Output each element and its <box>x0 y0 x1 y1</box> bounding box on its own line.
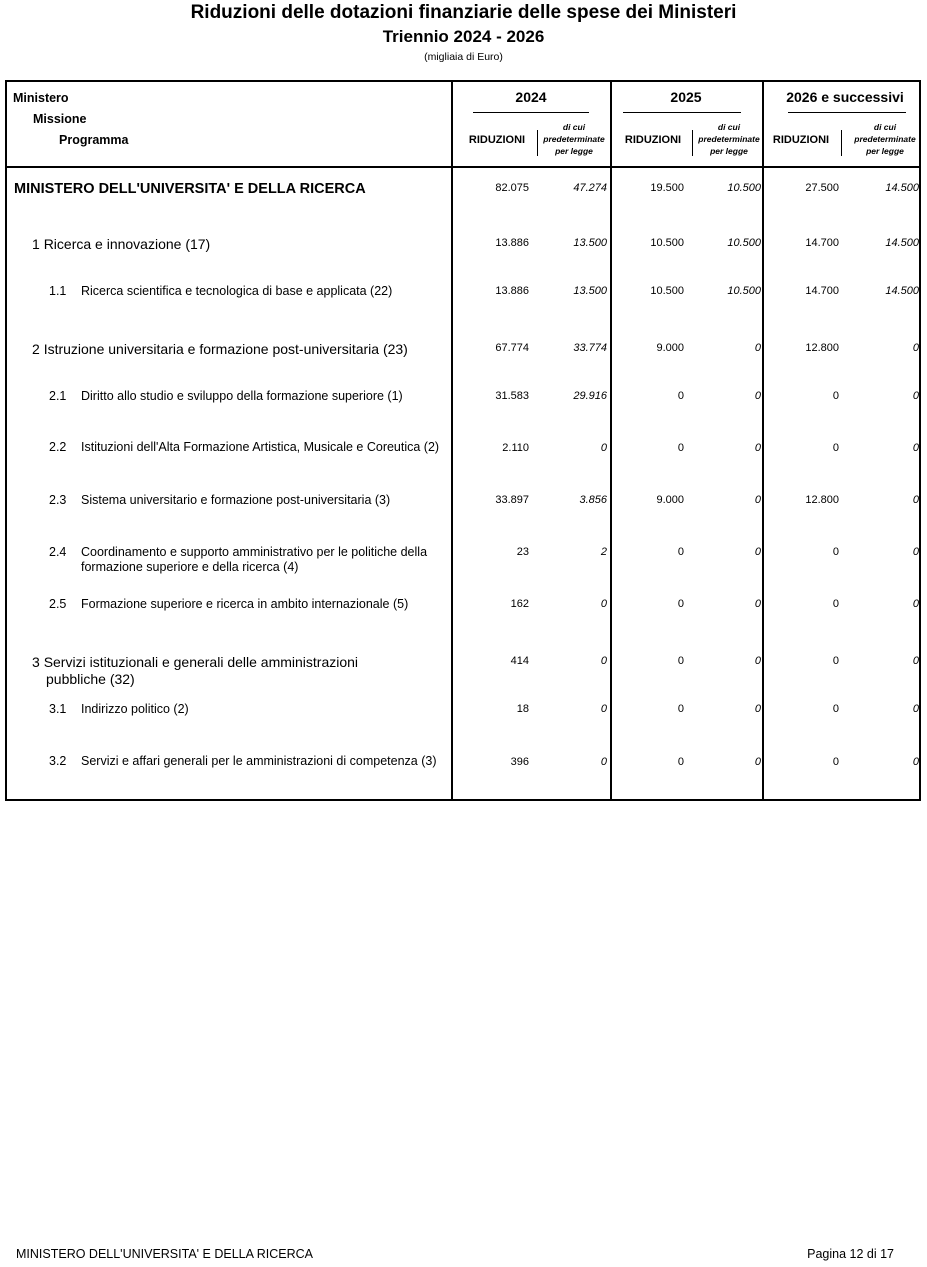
programma-code: 2.1 <box>49 389 67 403</box>
predeterminate-2025-header: di cui predeterminate per legge <box>698 122 760 156</box>
programma-row-label: Coordinamento e supporto amministrativo per le politiche della <box>81 545 428 559</box>
cell-r2024: 13.886 <box>495 237 529 249</box>
programma-row-label: Diritto allo studio e sviluppo della formazione superiore (1) <box>81 389 403 403</box>
cell-r2025: 0 <box>677 703 684 715</box>
cell-p2026: 0 <box>912 546 919 558</box>
riduzioni-2025-header: RIDUZIONI <box>624 134 682 146</box>
programma-code: 3.2 <box>49 754 67 768</box>
cell-r2024: 82.075 <box>495 182 529 194</box>
cell-r2026: 0 <box>832 655 839 667</box>
cell-p2024: 13.500 <box>573 237 607 249</box>
cell-p2025: 0 <box>754 442 761 454</box>
riduzioni-2024-header: RIDUZIONI <box>468 134 526 146</box>
cell-p2026: 14.500 <box>885 182 919 194</box>
programma-code: 3.1 <box>49 702 67 716</box>
cell-p2025: 0 <box>754 655 761 667</box>
cell-p2026: 0 <box>912 598 919 610</box>
cell-p2024: 0 <box>600 598 607 610</box>
cell-r2024: 162 <box>510 598 529 610</box>
cell-r2024: 2.110 <box>502 442 529 454</box>
cell-p2025: 0 <box>754 342 761 354</box>
year-2024-underline <box>473 112 589 113</box>
cell-r2026: 27.500 <box>805 182 839 194</box>
cell-r2026: 0 <box>832 703 839 715</box>
missione-row-label: 1 Ricerca e innovazione (17) <box>32 236 211 252</box>
cell-r2026: 0 <box>832 390 839 402</box>
programma-row-label: Formazione superiore e ricerca in ambito internazionale (5) <box>81 597 409 611</box>
cell-r2025: 0 <box>677 655 684 667</box>
cell-p2026: 0 <box>912 390 919 402</box>
cell-r2025: 10.500 <box>650 237 684 249</box>
footer-page-number: Pagina 12 di 17 <box>807 1247 894 1261</box>
cell-p2026: 0 <box>912 494 919 506</box>
cell-r2024: 23 <box>516 546 529 558</box>
programma-row-label: Sistema universitario e formazione post-universitaria (3) <box>81 493 391 507</box>
programma-row-label-line2: formazione superiore e della ricerca (4) <box>81 560 299 574</box>
cell-p2025: 0 <box>754 703 761 715</box>
year-2025-underline <box>623 112 741 113</box>
programma-row-label: Indirizzo politico (2) <box>81 702 189 716</box>
header-ministero: Ministero <box>13 91 69 105</box>
programma-code: 2.4 <box>49 545 67 559</box>
cell-r2025: 0 <box>677 756 684 768</box>
cell-p2024: 0 <box>600 442 607 454</box>
cell-p2025: 0 <box>754 390 761 402</box>
cell-r2024: 13.886 <box>495 285 529 297</box>
programma-code: 2.3 <box>49 493 67 507</box>
year-2025-header: 2025 <box>670 89 702 105</box>
cell-p2024: 3.856 <box>579 494 607 506</box>
cell-r2026: 0 <box>832 442 839 454</box>
cell-r2026: 12.800 <box>805 342 839 354</box>
cell-p2026: 14.500 <box>885 237 919 249</box>
cell-p2025: 0 <box>754 756 761 768</box>
cell-p2024: 47.274 <box>573 182 607 194</box>
programma-code: 2.5 <box>49 597 67 611</box>
page-title: Riduzioni delle dotazioni finanziarie delle spese dei Ministeri <box>190 2 737 23</box>
cell-p2026: 0 <box>912 342 919 354</box>
cell-r2025: 9.000 <box>656 494 684 506</box>
cell-r2024: 414 <box>510 655 529 667</box>
year-2026-header: 2026 e successivi <box>786 89 904 105</box>
cell-r2026: 0 <box>832 756 839 768</box>
footer-ministry: MINISTERO DELL'UNIVERSITA' E DELLA RICERCA <box>16 1247 313 1261</box>
cell-p2024: 0 <box>600 756 607 768</box>
cell-r2025: 9.000 <box>656 342 684 354</box>
cell-r2026: 0 <box>832 546 839 558</box>
cell-p2025: 0 <box>754 598 761 610</box>
cell-r2026: 14.700 <box>805 237 839 249</box>
year-2026-underline <box>788 112 906 113</box>
cell-r2024: 33.897 <box>495 494 529 506</box>
cell-p2025: 10.500 <box>727 237 761 249</box>
cell-r2024: 396 <box>510 756 529 768</box>
cell-r2026: 14.700 <box>805 285 839 297</box>
header-missione: Missione <box>33 112 87 126</box>
cell-p2025: 0 <box>754 546 761 558</box>
riduzioni-2026-header: RIDUZIONI <box>772 134 830 146</box>
cell-p2025: 0 <box>754 494 761 506</box>
programma-row-label: Servizi e affari generali per le amministrazioni di competenza (3) <box>81 754 437 768</box>
cell-p2025: 10.500 <box>727 182 761 194</box>
cell-r2025: 19.500 <box>650 182 684 194</box>
cell-p2026: 0 <box>912 442 919 454</box>
cell-p2026: 14.500 <box>885 285 919 297</box>
cell-p2024: 13.500 <box>573 285 607 297</box>
ministero-row-label: MINISTERO DELL'UNIVERSITA' E DELLA RICERCA <box>14 181 366 197</box>
sub-sep-2026 <box>841 130 842 156</box>
missione-row-label-line2: pubbliche (32) <box>46 671 135 687</box>
cell-r2025: 10.500 <box>650 285 684 297</box>
programma-row-label: Ricerca scientifica e tecnologica di base e applicata (22) <box>81 284 393 298</box>
cell-p2024: 2 <box>600 546 607 558</box>
cell-p2026: 0 <box>912 703 919 715</box>
cell-r2025: 0 <box>677 598 684 610</box>
cell-p2024: 33.774 <box>573 342 607 354</box>
cell-p2024: 0 <box>600 703 607 715</box>
cell-r2026: 0 <box>832 598 839 610</box>
cell-p2024: 29.916 <box>573 390 607 402</box>
predeterminate-2026-header: di cui predeterminate per legge <box>854 122 916 156</box>
cell-r2025: 0 <box>677 546 684 558</box>
unit-note: (migliaia di Euro) <box>424 51 503 63</box>
programma-code: 2.2 <box>49 440 67 454</box>
cell-r2024: 31.583 <box>495 390 529 402</box>
cell-p2026: 0 <box>912 756 919 768</box>
missione-row-label: 2 Istruzione universitaria e formazione post-universitaria (23) <box>32 341 408 357</box>
cell-r2024: 67.774 <box>495 342 529 354</box>
cell-p2024: 0 <box>600 655 607 667</box>
cell-r2025: 0 <box>677 442 684 454</box>
missione-row-label: 3 Servizi istituzionali e generali delle amministrazioni <box>32 654 359 670</box>
cell-r2024: 18 <box>516 703 529 715</box>
predeterminate-2024-header: di cui predeterminate per legge <box>543 122 605 156</box>
cell-r2025: 0 <box>677 390 684 402</box>
header-programma: Programma <box>59 133 129 147</box>
cell-r2026: 12.800 <box>805 494 839 506</box>
programma-row-label: Istituzioni dell'Alta Formazione Artistica, Musicale e Coreutica (2) <box>81 440 440 454</box>
page-subtitle: Triennio 2024 - 2026 <box>382 27 545 46</box>
cell-p2025: 10.500 <box>727 285 761 297</box>
programma-code: 1.1 <box>49 284 67 298</box>
year-2024-header: 2024 <box>515 89 547 105</box>
cell-p2026: 0 <box>912 655 919 667</box>
